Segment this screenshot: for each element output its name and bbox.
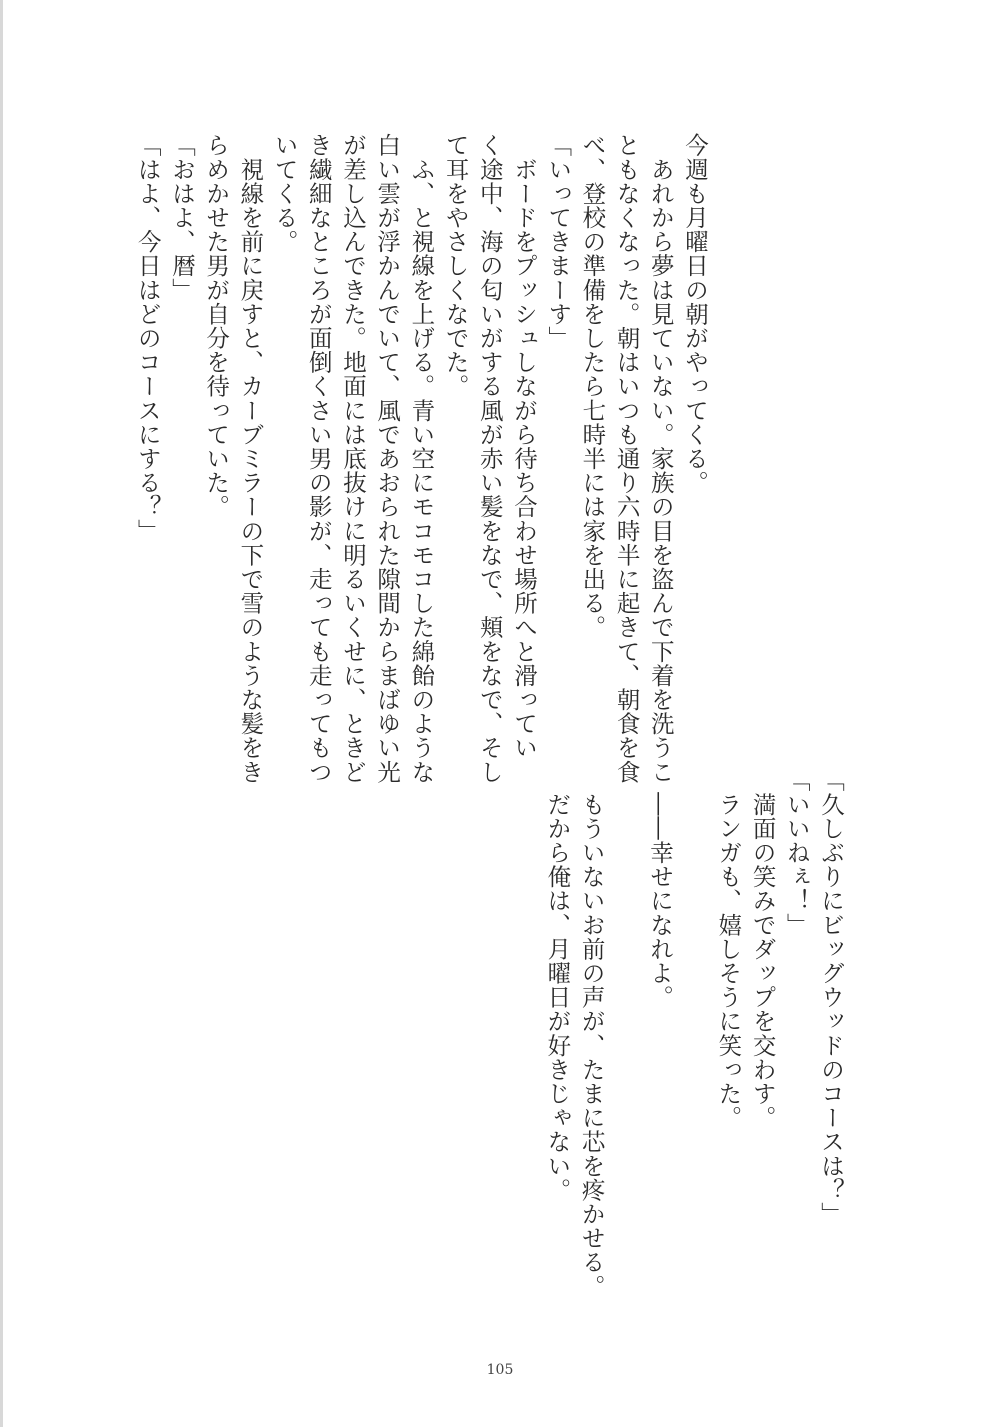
- blank-line: [609, 768, 643, 1228]
- text-line: だから俺は、月曜日が好きじゃない。: [543, 768, 572, 1202]
- text-line: あれから夢は見ていない。家族の目を盗んで下着を洗うこ: [646, 133, 675, 784]
- text-line: き繊細なところが面倒くさい男の影が、走っても走ってもつ: [304, 133, 333, 784]
- text-line: く途中、海の匂いがする風が赤い髪をなで、頬をなで、そし: [475, 133, 504, 784]
- text-line: いてくる。: [270, 133, 299, 254]
- text-line: ――幸せになれよ。: [645, 768, 674, 1009]
- text-line: ふ、と視線を上げる。青い空にモコモコした綿飴のような: [407, 133, 436, 784]
- text-line: ボードをプッシュしながら待ち合わせ場所へと滑ってい: [509, 133, 538, 760]
- text-line: 視線を前に戻すと、カーブミラーの下で雪のような髪をき: [236, 133, 265, 784]
- text-line: が差し込んできた。地面には底抜けに明るいくせに、ときど: [338, 133, 367, 784]
- text-line: 今週も月曜日の朝がやってくる。: [681, 133, 709, 495]
- text-block-bottom: [540, 768, 848, 1299]
- text-line: べ、登校の準備をしたら七時半には家を出る。: [578, 133, 607, 640]
- text-line: ともなくなった。朝はいつも通り六時半に起きて、朝食を食: [612, 133, 641, 784]
- blank-line: [677, 768, 711, 1228]
- text-line: ランガも、嬉しそうに笑った。: [714, 768, 743, 1130]
- text-line: らめかせた男が自分を待っていた。: [202, 133, 231, 519]
- page-number: 105: [486, 1362, 514, 1378]
- text-line: 「いいねぇ！」: [782, 768, 811, 937]
- text-line: もういないお前の声が、たまに芯を疼かせる。: [577, 768, 606, 1299]
- text-line: 「おはよ、暦」: [167, 133, 196, 302]
- text-line: 「久しぶりにビッグウッドのコースは？」: [817, 768, 845, 1226]
- text-block-top: [131, 133, 712, 784]
- text-line: て耳をやさしくなでた。: [441, 133, 470, 399]
- text-line: 「はよ、今日はどのコースにする？」: [133, 133, 162, 543]
- page-edge: [0, 0, 3, 1427]
- text-line: 「いってきまーす」: [544, 133, 573, 350]
- text-line: 白い雲が浮かんでいて、風であおられた隙間からまばゆい光: [373, 133, 402, 784]
- text-line: 満面の笑みでダップを交わす。: [748, 768, 777, 1130]
